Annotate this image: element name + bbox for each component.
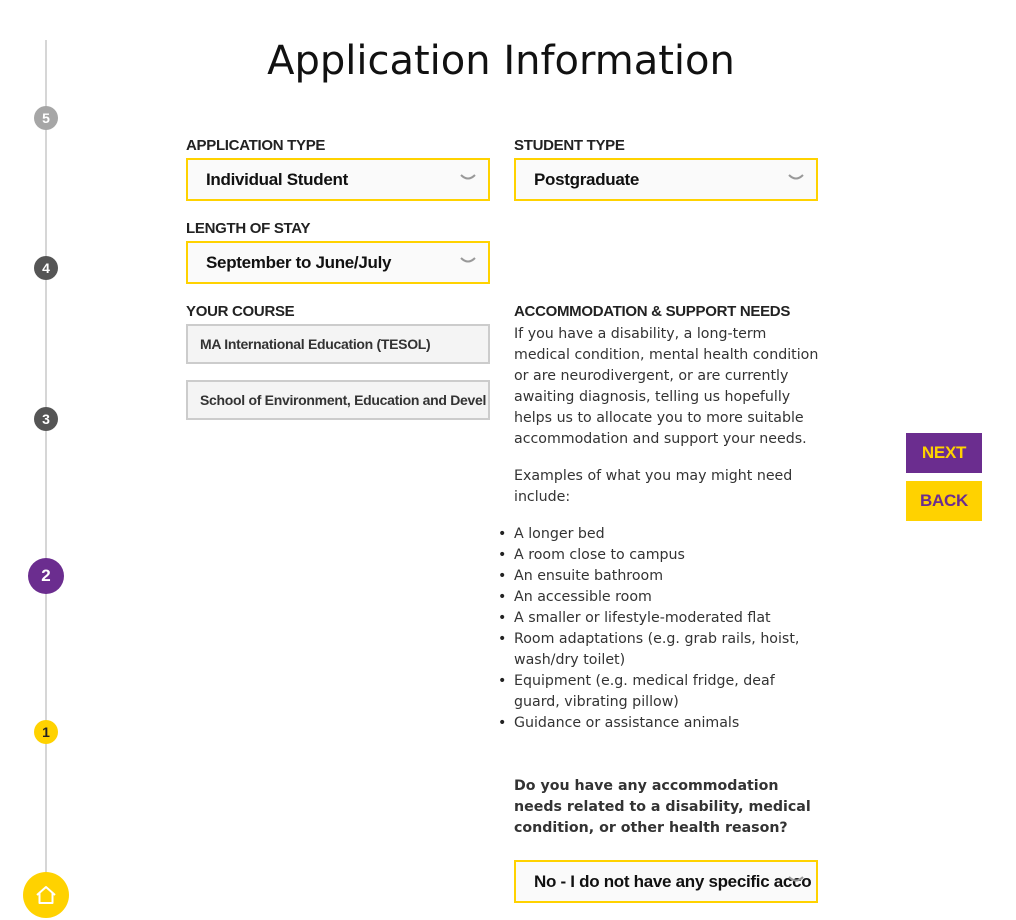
accommodation-heading: ACCOMMODATION & SUPPORT NEEDS [514,303,791,320]
accommodation-needs-value: No - I do not have any specific acco [534,871,812,891]
list-item: • Room adaptations (e.g. grab rails, hoist, wash/dry toilet) [514,629,820,671]
progress-step-5[interactable]: 5 [34,106,58,130]
student-type-label: STUDENT TYPE [514,137,625,154]
application-type-label: APPLICATION TYPE [186,137,326,154]
length-of-stay-value: September to June/July [206,252,392,272]
list-item: • A room close to campus [514,545,820,566]
list-item: • An ensuite bathroom [514,566,820,587]
progress-step-2-current[interactable]: 2 [28,558,64,594]
length-of-stay-label: LENGTH OF STAY [186,220,311,237]
length-of-stay-select[interactable] [186,241,490,284]
application-type-value: Individual Student [206,169,348,189]
chevron-down-icon [788,875,804,885]
home-button[interactable] [23,872,69,918]
student-type-select[interactable] [514,158,818,201]
examples-intro: Examples of what you may might need include: [514,468,793,505]
progress-step-3[interactable]: 3 [34,407,58,431]
examples-list [514,524,820,734]
your-course-label: YOUR COURSE [186,303,295,320]
next-button[interactable]: NEXT [906,433,982,473]
school-name-field[interactable]: School of Environment, Education and Devel [186,380,490,420]
home-icon [35,885,57,905]
list-item: • Equipment (e.g. medical fridge, deaf guard, vibrating pillow) [514,671,820,713]
course-name-field[interactable]: MA International Education (TESOL) [186,324,490,364]
progress-rail [45,40,47,900]
list-item: • An accessible room [514,587,820,608]
progress-step-4[interactable]: 4 [34,256,58,280]
list-item: • A smaller or lifestyle-moderated flat [514,608,820,629]
chevron-down-icon [460,256,476,266]
chevron-down-icon [460,173,476,183]
accommodation-needs-select[interactable] [514,860,818,903]
page-title: Application Information [267,38,735,84]
accommodation-intro: If you have a disability, a long-term medical condition, mental health condition or are neurodivergent, or are currently awaiting diagnosis, telling us hopefully helps us to allocate you to more suitable accommodation and support your needs. [514,326,819,447]
application-type-select[interactable] [186,158,490,201]
chevron-down-icon [788,173,804,183]
back-button[interactable]: BACK [906,481,982,521]
student-type-value: Postgraduate [534,169,640,189]
progress-step-1[interactable]: 1 [34,720,58,744]
accommodation-question: Do you have any accommodation needs related to a disability, medical condition, or other health reason? [514,778,811,836]
list-item: • Guidance or assistance animals [514,713,820,734]
list-item: • A longer bed [514,524,820,545]
